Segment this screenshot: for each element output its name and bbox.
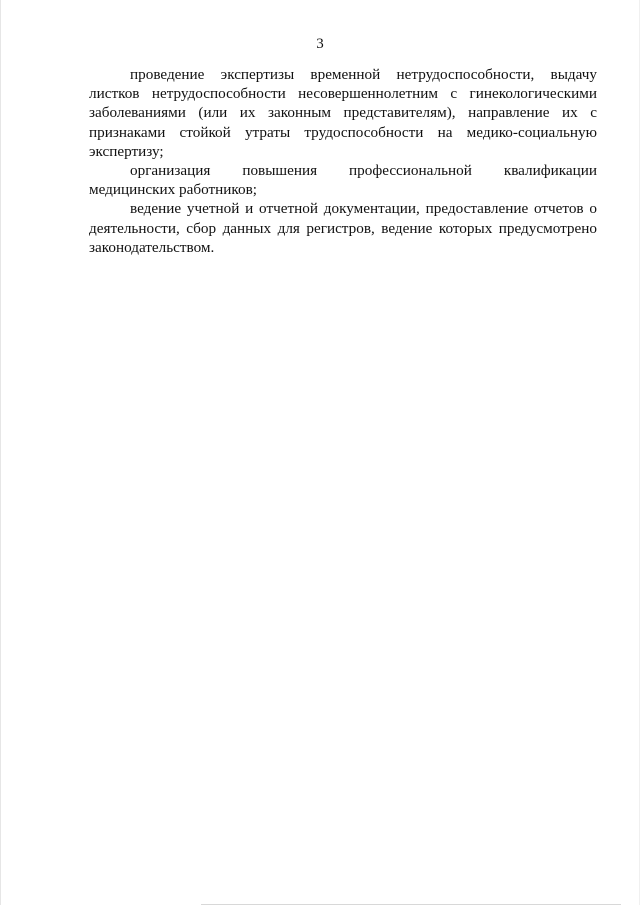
paragraph-qualification: организация повышения профессиональной квалификации медицинских работников;: [89, 162, 597, 199]
page-number: 3: [316, 36, 324, 52]
paragraph-documentation: ведение учетной и отчетной документации, предоставление отчетов о деятельности, сбор данных для регистров, ведение которых предусмотрено законодательством.: [89, 200, 597, 256]
document-body: [89, 65, 597, 257]
paragraph-expertise: проведение экспертизы временной нетрудоспособности, выдачу листков нетрудоспособности несовершеннолетним с гинекологическими заболеваниями (или их законным представителям), направление их с признаками стойкой утраты трудоспособности на медико-социальную экспертизу;: [89, 66, 597, 160]
